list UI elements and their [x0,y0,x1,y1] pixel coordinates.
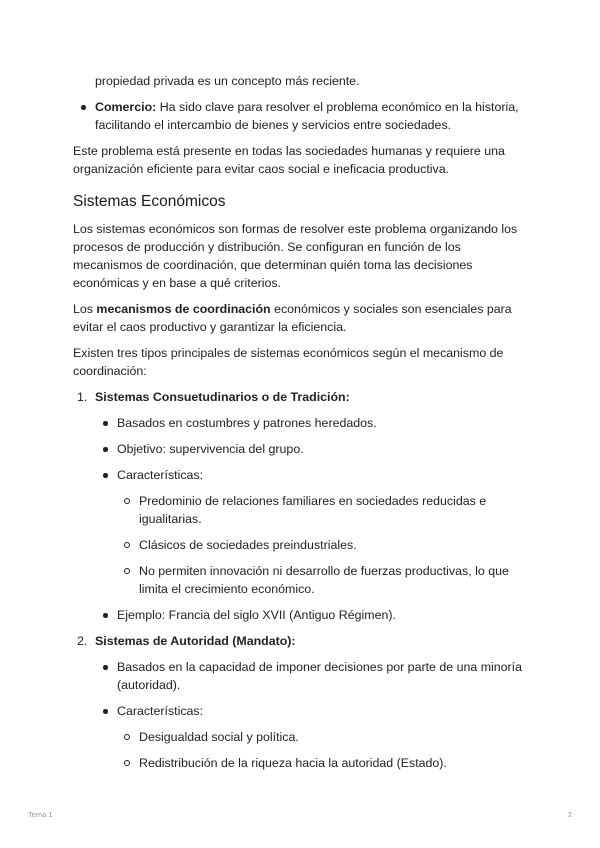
sub-list [117,492,533,598]
sub-list [117,728,533,772]
comercio-text: Ha sido clave para resolver el problema económico en la historia, facilitando el intercambio de bienes y servicios entre sociedades. [95,100,519,132]
footer-chapter-label: Tema 1 [28,810,53,819]
list-item: Basados en la capacidad de imponer decisiones por parte de una minoría (autoridad). [95,658,533,694]
sub-list-item: Clásicos de sociedades preindustriales. [117,536,533,554]
system-bullets [95,414,533,624]
page-content [73,72,533,780]
list-item: Objetivo: supervivencia del grupo. [95,440,533,458]
sub-list-item: No permiten innovación ni desarrollo de fuerzas productivas, lo que limita el crecimiento económico. [117,562,533,598]
system-number: 1. [77,390,88,404]
system-bullets [95,658,533,772]
section-heading: Sistemas Económicos [73,193,226,210]
sub-list-item: Redistribución de la riqueza hacia la autoridad (Estado). [117,754,533,772]
sub-list-item: Desigualdad social y política. [117,728,533,746]
list-item-characteristics [95,702,533,772]
paragraph-definition: Los sistemas económicos son formas de resolver este problema organizando los procesos de producción y distribución. Se configuran en función de los mecanismos de coordinación, que determinan quién toma las decisiones económicas y en base a qué criterios. [73,222,518,290]
system-item-2 [73,632,533,772]
list-item: Ejemplo: Francia del siglo XVII (Antiguo Régimen). [95,606,533,624]
system-title: Sistemas Consuetudinarios o de Tradición: [95,390,350,404]
p2-after: económicos y sociales son esenciales para evitar el caos productivo y garantizar la eficiencia. [73,302,512,334]
system-item-1 [73,388,533,624]
sub-list-item: Predominio de relaciones familiares en sociedades reducidas e igualitarias. [117,492,533,528]
p2-before: Los [73,302,97,316]
paragraph-types-intro: Existen tres tipos principales de sistemas económicos según el mecanismo de coordinación: [73,346,504,378]
footer-page-number: 2 [567,810,572,819]
list-item-characteristics [95,466,533,598]
system-title: Sistemas de Autoridad (Mandato): [95,634,296,648]
paragraph-mechanisms [73,300,533,336]
list-item-comercio [73,98,533,134]
system-number: 2. [77,634,88,648]
p2-bold: mecanismos de coordinación [96,302,271,316]
continued-list-text: propiedad privada es un concepto más reciente. [95,74,360,88]
characteristics-label: Características: [117,468,204,482]
list-item: Basados en costumbres y patrones heredados. [95,414,533,432]
intro-paragraph: Este problema está presente en todas las sociedades humanas y requiere una organización eficiente para evitar caos social e ineficacia productiva. [73,144,505,176]
characteristics-label: Características: [117,704,204,718]
comercio-label: Comercio: [95,100,157,114]
